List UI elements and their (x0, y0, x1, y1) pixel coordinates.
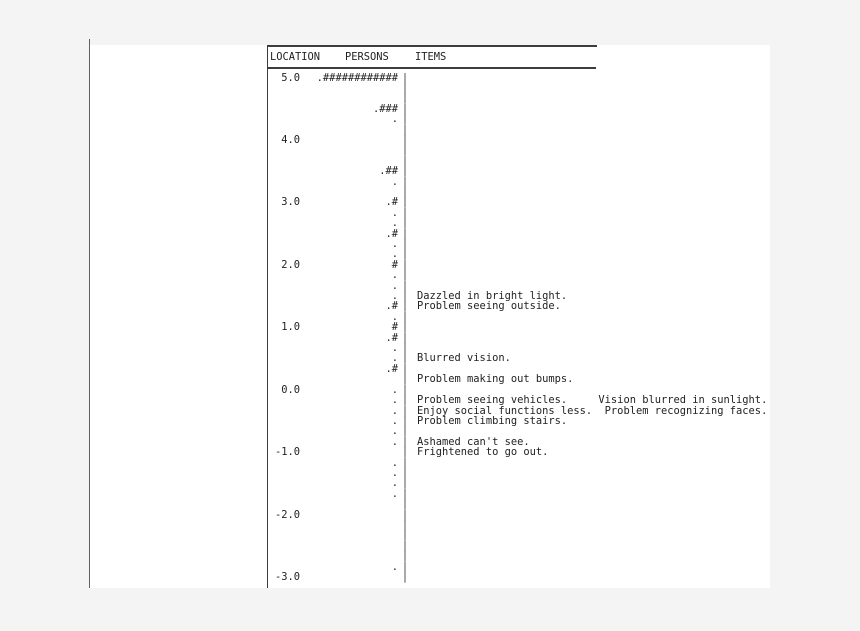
persons-marks (300, 510, 398, 520)
map-rows (267, 73, 770, 583)
item-labels (412, 104, 770, 114)
divider-pipe: | (401, 404, 409, 417)
divider-pipe: | (401, 571, 409, 583)
item-labels (412, 572, 770, 582)
divider-pipe: | (401, 383, 409, 396)
location-tick-label: 2.0 (281, 258, 300, 271)
persons-marks (300, 520, 398, 530)
item-labels (412, 520, 770, 530)
item-labels (412, 73, 770, 83)
persons-marks (300, 541, 398, 551)
divider-pipe: | (401, 331, 409, 344)
location-tick-label (267, 83, 300, 93)
item-labels (412, 489, 770, 499)
map-top-border (267, 45, 597, 47)
persons-marks: . (391, 279, 398, 292)
persons-marks (300, 125, 398, 135)
map-row (267, 93, 770, 103)
map-row (267, 343, 770, 353)
map-row (267, 416, 770, 426)
persons-marks: .# (385, 362, 398, 375)
persons-marks: . (391, 290, 398, 303)
persons-marks: . (391, 560, 398, 573)
divider-pipe: | (401, 185, 409, 198)
divider-pipe: | (401, 477, 409, 490)
divider-pipe: | (401, 290, 409, 303)
persons-marks (300, 530, 398, 540)
persons-marks: .############ (316, 71, 398, 84)
divider-pipe: | (401, 321, 409, 334)
location-tick-label (267, 229, 300, 239)
divider-pipe: | (401, 258, 409, 271)
map-row (267, 156, 770, 166)
divider-pipe: | (401, 529, 409, 542)
location-tick-label (267, 499, 300, 509)
location-tick-label (267, 114, 300, 124)
item-labels (412, 145, 770, 155)
map-row (267, 301, 770, 311)
location-tick-label (267, 541, 300, 551)
item-labels: Problem seeing vehicles. Vision blurred in sunlight. (417, 394, 768, 407)
persons-marks (300, 145, 398, 155)
location-tick-label (267, 406, 300, 416)
divider-pipe: | (401, 362, 409, 375)
divider-pipe: | (401, 466, 409, 479)
persons-marks: . (391, 352, 398, 365)
item-labels (412, 270, 770, 280)
map-row (267, 218, 770, 228)
item-labels (412, 562, 770, 572)
item-labels: Problem seeing outside. (417, 300, 561, 313)
map-header (267, 50, 770, 64)
divider-pipe: | (401, 206, 409, 219)
persons-marks: . (391, 248, 398, 261)
persons-marks: . (391, 414, 398, 427)
divider-pipe: | (401, 560, 409, 573)
map-row (267, 197, 770, 207)
divider-pipe: | (401, 144, 409, 157)
persons-marks: . (391, 342, 398, 355)
map-row (267, 551, 770, 561)
persons-marks: . (391, 466, 398, 479)
map-row (267, 510, 770, 520)
persons-marks (300, 374, 398, 384)
divider-pipe: | (401, 279, 409, 292)
persons-marks (300, 447, 398, 457)
persons-marks: . (391, 269, 398, 282)
persons-marks: .# (385, 331, 398, 344)
persons-marks: .# (385, 227, 398, 240)
item-labels (412, 187, 770, 197)
location-tick-label (267, 478, 300, 488)
column-header-items: ITEMS (415, 51, 447, 63)
map-row (267, 312, 770, 322)
divider-pipe: | (401, 425, 409, 438)
map-row (267, 322, 770, 332)
location-tick-label: 0.0 (281, 383, 300, 396)
map-row (267, 447, 770, 457)
map-row (267, 333, 770, 343)
location-tick-label (267, 468, 300, 478)
divider-pipe: | (401, 446, 409, 459)
item-labels (412, 218, 770, 228)
location-tick-label (267, 416, 300, 426)
divider-pipe: | (401, 238, 409, 250)
persons-marks: .# (385, 300, 398, 313)
map-row (267, 145, 770, 155)
persons-marks (300, 83, 398, 93)
item-labels (412, 135, 770, 145)
location-tick-label (267, 156, 300, 166)
persons-marks: . (391, 394, 398, 407)
map-row (267, 114, 770, 124)
item-labels (412, 125, 770, 135)
divider-pipe: | (401, 227, 409, 240)
persons-marks: . (391, 206, 398, 219)
item-labels (412, 541, 770, 551)
page-edge-line (89, 39, 90, 588)
map-header-underline (267, 67, 596, 69)
location-tick-label (267, 218, 300, 228)
map-row (267, 177, 770, 187)
persons-marks: . (391, 113, 398, 126)
map-row (267, 530, 770, 540)
item-labels (412, 249, 770, 259)
divider-pipe: | (401, 102, 409, 115)
divider-pipe: | (401, 508, 409, 521)
persons-marks: # (391, 258, 398, 271)
location-tick-label: -1.0 (274, 446, 300, 459)
map-row (267, 229, 770, 239)
location-tick-label (267, 208, 300, 218)
persons-marks: . (391, 310, 398, 323)
item-labels: Problem making out bumps. (417, 373, 574, 386)
divider-pipe: | (401, 165, 409, 178)
item-labels: Dazzled in bright light. (417, 290, 568, 303)
item-labels (412, 312, 770, 322)
item-labels (412, 468, 770, 478)
divider-pipe: | (401, 310, 409, 323)
persons-marks (300, 187, 398, 197)
location-tick-label (267, 301, 300, 311)
persons-marks: . (391, 238, 398, 250)
location-tick-label (267, 458, 300, 468)
persons-marks (300, 572, 398, 582)
persons-marks: .## (379, 165, 398, 178)
divider-pipe: | (401, 113, 409, 126)
item-labels (412, 510, 770, 520)
location-tick-label (267, 104, 300, 114)
item-labels (412, 114, 770, 124)
divider-pipe: | (401, 123, 409, 136)
item-labels (412, 166, 770, 176)
map-row (267, 239, 770, 249)
location-tick-label (267, 93, 300, 103)
location-tick-label: 3.0 (281, 196, 300, 209)
persons-marks: # (391, 321, 398, 334)
location-tick-label: -2.0 (274, 508, 300, 521)
divider-pipe: | (401, 248, 409, 261)
map-row (267, 562, 770, 572)
column-header-persons: PERSONS (345, 51, 389, 63)
persons-marks: . (391, 175, 398, 188)
location-tick-label (267, 353, 300, 363)
divider-pipe: | (401, 456, 409, 469)
map-row (267, 520, 770, 530)
wright-map (267, 45, 770, 588)
divider-pipe: | (401, 352, 409, 365)
persons-marks: . (391, 383, 398, 396)
map-row (267, 104, 770, 114)
map-row (267, 541, 770, 551)
divider-pipe: | (401, 498, 409, 511)
persons-marks (300, 551, 398, 561)
item-labels (412, 478, 770, 488)
divider-pipe: | (401, 394, 409, 407)
persons-marks: . (391, 456, 398, 469)
divider-pipe: | (401, 300, 409, 313)
location-tick-label (267, 343, 300, 353)
location-tick-label (267, 530, 300, 540)
item-labels (412, 93, 770, 103)
divider-pipe: | (401, 269, 409, 282)
map-row (267, 374, 770, 384)
divider-pipe: | (401, 342, 409, 355)
item-labels (412, 333, 770, 343)
persons-marks: . (391, 217, 398, 230)
divider-pipe: | (401, 71, 409, 84)
location-tick-label (267, 291, 300, 301)
location-tick-label (267, 270, 300, 280)
persons-marks: .### (372, 102, 398, 115)
location-tick-label: 1.0 (281, 321, 300, 334)
item-labels (412, 229, 770, 239)
map-row (267, 125, 770, 135)
persons-marks: . (391, 435, 398, 448)
divider-pipe: | (401, 539, 409, 552)
item-labels (412, 208, 770, 218)
map-row (267, 478, 770, 488)
location-tick-label (267, 281, 300, 291)
location-tick-label (267, 333, 300, 343)
persons-marks (300, 499, 398, 509)
map-row (267, 83, 770, 93)
map-row (267, 166, 770, 176)
map-row (267, 353, 770, 363)
divider-pipe: | (401, 487, 409, 500)
location-tick-label (267, 177, 300, 187)
item-labels: Frightened to go out. (417, 446, 549, 459)
item-labels (412, 458, 770, 468)
location-tick-label (267, 166, 300, 176)
item-labels (412, 322, 770, 332)
item-labels: Enjoy social functions less. Problem recognizing faces. (417, 404, 768, 417)
persons-marks: .# (385, 196, 398, 209)
item-labels: Problem climbing stairs. (417, 414, 568, 427)
map-row (267, 395, 770, 405)
item-labels: Ashamed can't see. (417, 435, 530, 448)
divider-pipe: | (401, 217, 409, 230)
item-labels (412, 177, 770, 187)
persons-marks: . (391, 425, 398, 438)
persons-marks: . (391, 487, 398, 500)
item-labels (412, 197, 770, 207)
divider-pipe: | (401, 550, 409, 563)
persons-marks: . (391, 477, 398, 490)
location-tick-label (267, 395, 300, 405)
map-row (267, 73, 770, 83)
divider-pipe: | (401, 133, 409, 146)
divider-pipe: | (401, 81, 409, 94)
item-labels (412, 530, 770, 540)
divider-pipe: | (401, 518, 409, 531)
map-row (267, 489, 770, 499)
divider-pipe: | (401, 92, 409, 105)
location-tick-label (267, 551, 300, 561)
location-tick-label: 5.0 (281, 71, 300, 84)
map-row (267, 499, 770, 509)
divider-pipe: | (401, 196, 409, 209)
map-row (267, 468, 770, 478)
divider-pipe: | (401, 435, 409, 448)
map-row (267, 249, 770, 259)
divider-pipe: | (401, 154, 409, 167)
map-row (267, 187, 770, 197)
map-row (267, 208, 770, 218)
location-tick-label (267, 239, 300, 249)
location-tick-label (267, 145, 300, 155)
location-tick-label (267, 520, 300, 530)
item-labels (412, 83, 770, 93)
map-row (267, 260, 770, 270)
map-row (267, 572, 770, 582)
divider-pipe: | (401, 373, 409, 386)
item-labels (412, 551, 770, 561)
divider-pipe: | (401, 414, 409, 427)
item-labels: Blurred vision. (417, 352, 511, 365)
persons-marks (300, 135, 398, 145)
map-row (267, 135, 770, 145)
persons-marks: . (391, 404, 398, 417)
divider-pipe: | (401, 175, 409, 188)
location-tick-label: 4.0 (281, 133, 300, 146)
item-labels (412, 499, 770, 509)
location-tick-label: -3.0 (274, 571, 300, 583)
column-header-location: LOCATION (270, 51, 321, 63)
map-row (267, 458, 770, 468)
item-labels (412, 156, 770, 166)
location-tick-label (267, 489, 300, 499)
location-tick-label (267, 426, 300, 436)
map-row (267, 270, 770, 280)
item-labels (412, 239, 770, 249)
location-tick-label (267, 364, 300, 374)
item-labels (412, 260, 770, 270)
